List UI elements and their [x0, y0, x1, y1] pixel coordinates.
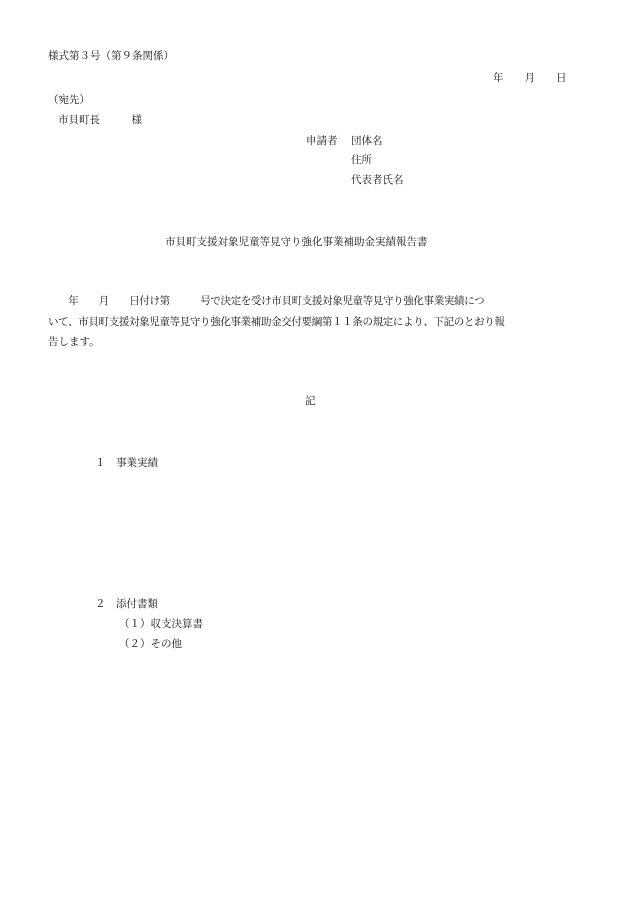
attachment-item: （１）収支決算書 [119, 618, 203, 630]
org-name-label: 団体名 [351, 135, 383, 147]
representative-name-label: 代表者氏名 [351, 174, 404, 186]
note-heading: 記 [305, 395, 316, 407]
document-title: 市貝町支援対象児童等見守り強化事業補助金実績報告書 [165, 236, 428, 248]
form-number: 様式第３号（第９条関係） [48, 50, 174, 62]
addressee-recipient: 市貝町長 様 [58, 114, 142, 126]
date-line: 年 月 日 [493, 72, 567, 84]
body-line-2: いて、市貝町支援対象児童等見守り強化事業補助金交付要綱第１１条の規定により、下記のとおり報 [48, 316, 505, 328]
section-1-heading: １ 事業実績 [95, 457, 158, 469]
addressee-label: （宛先） [48, 94, 90, 106]
attachment-item: （２）その他 [119, 638, 182, 650]
body-line-3: 告します。 [48, 336, 100, 348]
section-2-heading: ２ 添付書類 [95, 598, 158, 610]
address-label: 住所 [351, 154, 372, 166]
applicant-label: 申請者 [306, 135, 338, 147]
body-line-1: 年 月 日付け第 号で決定を受け市貝町支援対象児童等見守り強化事業実績につ [48, 295, 485, 307]
